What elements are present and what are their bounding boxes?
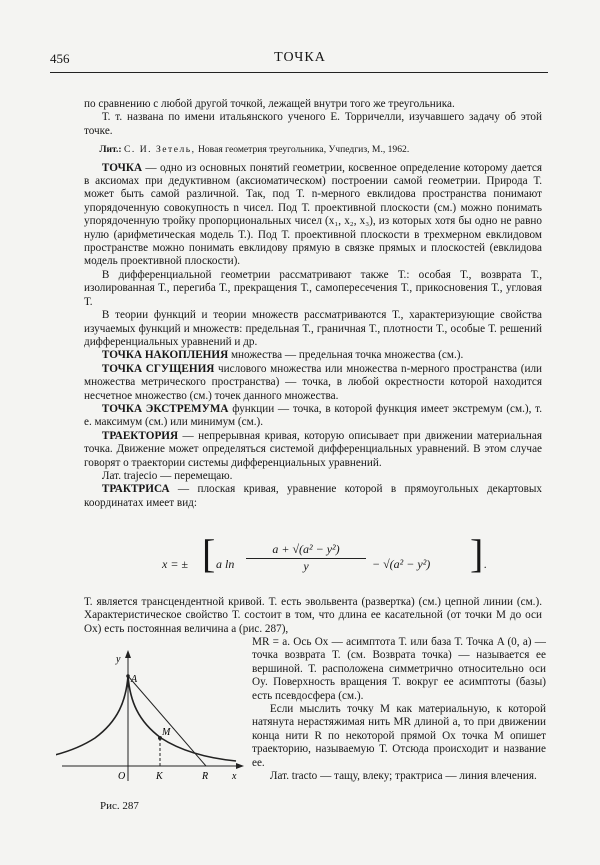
entry-traktrisa xyxy=(84,483,542,510)
term-trajectoriya: ТРАЕКТОРИЯ xyxy=(101,429,179,442)
entry-extremuma xyxy=(84,403,542,430)
body-traktrisa: — плоская кривая, уравнение которой в прямоугольных декартовых координатах имеет вид: xyxy=(84,483,543,509)
literature-title: Новая геометрия треугольника, Учпедгиз, М., 1962. xyxy=(197,144,410,156)
term-nakopleniya: ТОЧКА НАКОПЛЕНИЯ xyxy=(101,349,229,362)
literature-label: Лит.: xyxy=(99,144,122,156)
formula-right-bracket: ] xyxy=(470,531,484,576)
body-tochka: — одно из основных понятий геометрии, косвенное определение которому дается в аксиомах при дедуктивном (аксиоматическом) построении самой геометрии. Природа Т. может быть самой различной. Так, под Т. n-мерного евклидова пространства понимают упорядоченную совокупность n чисел. Под Т. проективной плоскости (см.) можно понимать упорядоченную тройку пропорциональных чисел (x₁, x₂, x₃), из которых хотя бы одно не равно нулю (арифметическая модель Т.). Под Т. проективной плоскости в трехмерном евклидовом пространстве можно понимать евклидову прямую в связке прямых и плоскостей (евклидова модель проективной плоскости). xyxy=(84,161,543,268)
label-m: M xyxy=(162,727,171,738)
formula-numerator: a + √(a² − y²) xyxy=(246,542,366,559)
paragraph-after-formula: Т. является трансцендентной кривой. Т. есть эвольвента (развертка) (см.) цепной линии (см.). Характеристическое свойство Т. состоит в том, что длина ее касательной (от точки M до оси Ox) есть постоянная величина a (рис. 287), xyxy=(84,596,542,635)
page-number: 456 xyxy=(50,51,70,66)
label-y: y xyxy=(116,654,121,665)
x-axis-arrow xyxy=(236,763,244,769)
term-traktrisa: ТРАКТРИСА xyxy=(101,483,170,496)
text-top xyxy=(84,98,542,510)
formula-left-bracket: [ xyxy=(202,531,216,576)
term-tochka: ТОЧКА xyxy=(101,161,143,174)
literature-ref xyxy=(84,143,542,156)
tangent-line xyxy=(128,676,206,766)
text-right-column xyxy=(252,636,546,783)
entry-sgushcheniya xyxy=(84,363,542,403)
body-trajectoriya: — непрерывная кривая, которую описывает при движении материальная точка. Движение может определяться системой дифференциальных уравнений. В этом случае говорят о траектории системы дифференциальных уравнений. xyxy=(84,429,543,469)
paragraph-diff-geometry: В дифференциальной геометрии рассматривают также Т.: особая Т., возврата Т., изолированная Т., перегиба Т., прекращения Т., самопересечения Т., прикосновения Т., угловая Т. xyxy=(84,268,542,308)
label-a: A xyxy=(131,674,138,685)
tractrix-left-branch xyxy=(56,676,128,761)
paragraph-torricelli: Т. т. названа по имени итальянского ученого Е. Торричелли, изучавшего задачу об этой точке. xyxy=(84,111,542,137)
tractrix-formula xyxy=(84,531,542,586)
page-title: ТОЧКА xyxy=(274,50,326,65)
body-sgushcheniya: числового множества или множества n-мерного пространства (или множества метрического пространства) — точка, в любой окрестности которой находится несчетное множество (см.) точек данного множества. xyxy=(84,362,543,402)
entry-nakopleniya xyxy=(84,349,542,362)
paragraph-mr: MR = a. Ось Ox — асимптота Т. или база Т. Точка A (0, a) — точка возврата Т. (см. Возврата точка) — называется ее вершиной. Т. расположена симметрично относительно оси Oy. Поверхность вращения Т. вокруг ее асимптоты (базы) есть псевдосфера (см.). xyxy=(252,636,546,702)
figure-caption: Рис. 287 xyxy=(100,800,139,812)
label-k: K xyxy=(156,771,163,782)
paragraph-function-theory: В теории функций и теории множеств рассматриваются Т., характеризующие свойства изучаемых функций и множеств: предельная Т., граничная Т., плотности Т., особые Т. решений дифференциальных уравнений и др. xyxy=(84,309,542,348)
entry-tochka xyxy=(84,162,542,269)
y-axis-arrow xyxy=(125,650,131,658)
tractrix-figure xyxy=(56,646,246,796)
formula-denominator: y xyxy=(303,559,309,573)
paragraph-tractrix-latin: Лат. tracto — тащу, влеку; трактриса — линия влечения. xyxy=(269,770,537,783)
header-rule xyxy=(50,72,548,73)
tractrix-right-branch xyxy=(128,676,236,761)
label-r: R xyxy=(202,771,209,782)
formula-tail: − √(a² − y²) xyxy=(372,557,431,571)
literature-author: С. И. Зетель, xyxy=(124,144,196,156)
body-extremuma: функции — точка, в которой функция имеет экстремум (см.), т. е. максимум (см.) или минимум (см.). xyxy=(84,402,543,429)
paragraph-material-point: Если мыслить точку M как материальную, к которой натянута нерастяжимая нить MR длиной a, то при движении конца нити R по некоторой прямой Ox точка M опишет траекторию, называемую Т. Отсюда происходит и название ее. xyxy=(252,703,546,769)
trajectoriya-latin: Лат. trajecio — перемещаю. xyxy=(101,469,233,482)
entry-trajectoriya xyxy=(84,430,542,470)
point-a xyxy=(126,674,130,678)
formula-fraction xyxy=(246,542,366,574)
paragraph-continuation: по сравнению с любой другой точкой, лежащей внутри того же треугольника. xyxy=(84,98,455,110)
formula-log: a ln xyxy=(216,557,235,571)
formula-lhs: x = ± xyxy=(162,557,189,571)
label-o: O xyxy=(118,771,126,782)
term-sgushcheniya: ТОЧКА СГУЩЕНИЯ xyxy=(101,362,215,375)
term-extremuma: ТОЧКА ЭКСТРЕМУМА xyxy=(101,402,229,415)
label-x: x xyxy=(232,771,237,782)
formula-end: . xyxy=(484,557,487,571)
body-nakopleniya: множества — предельная точка множества (см.). xyxy=(230,349,464,362)
